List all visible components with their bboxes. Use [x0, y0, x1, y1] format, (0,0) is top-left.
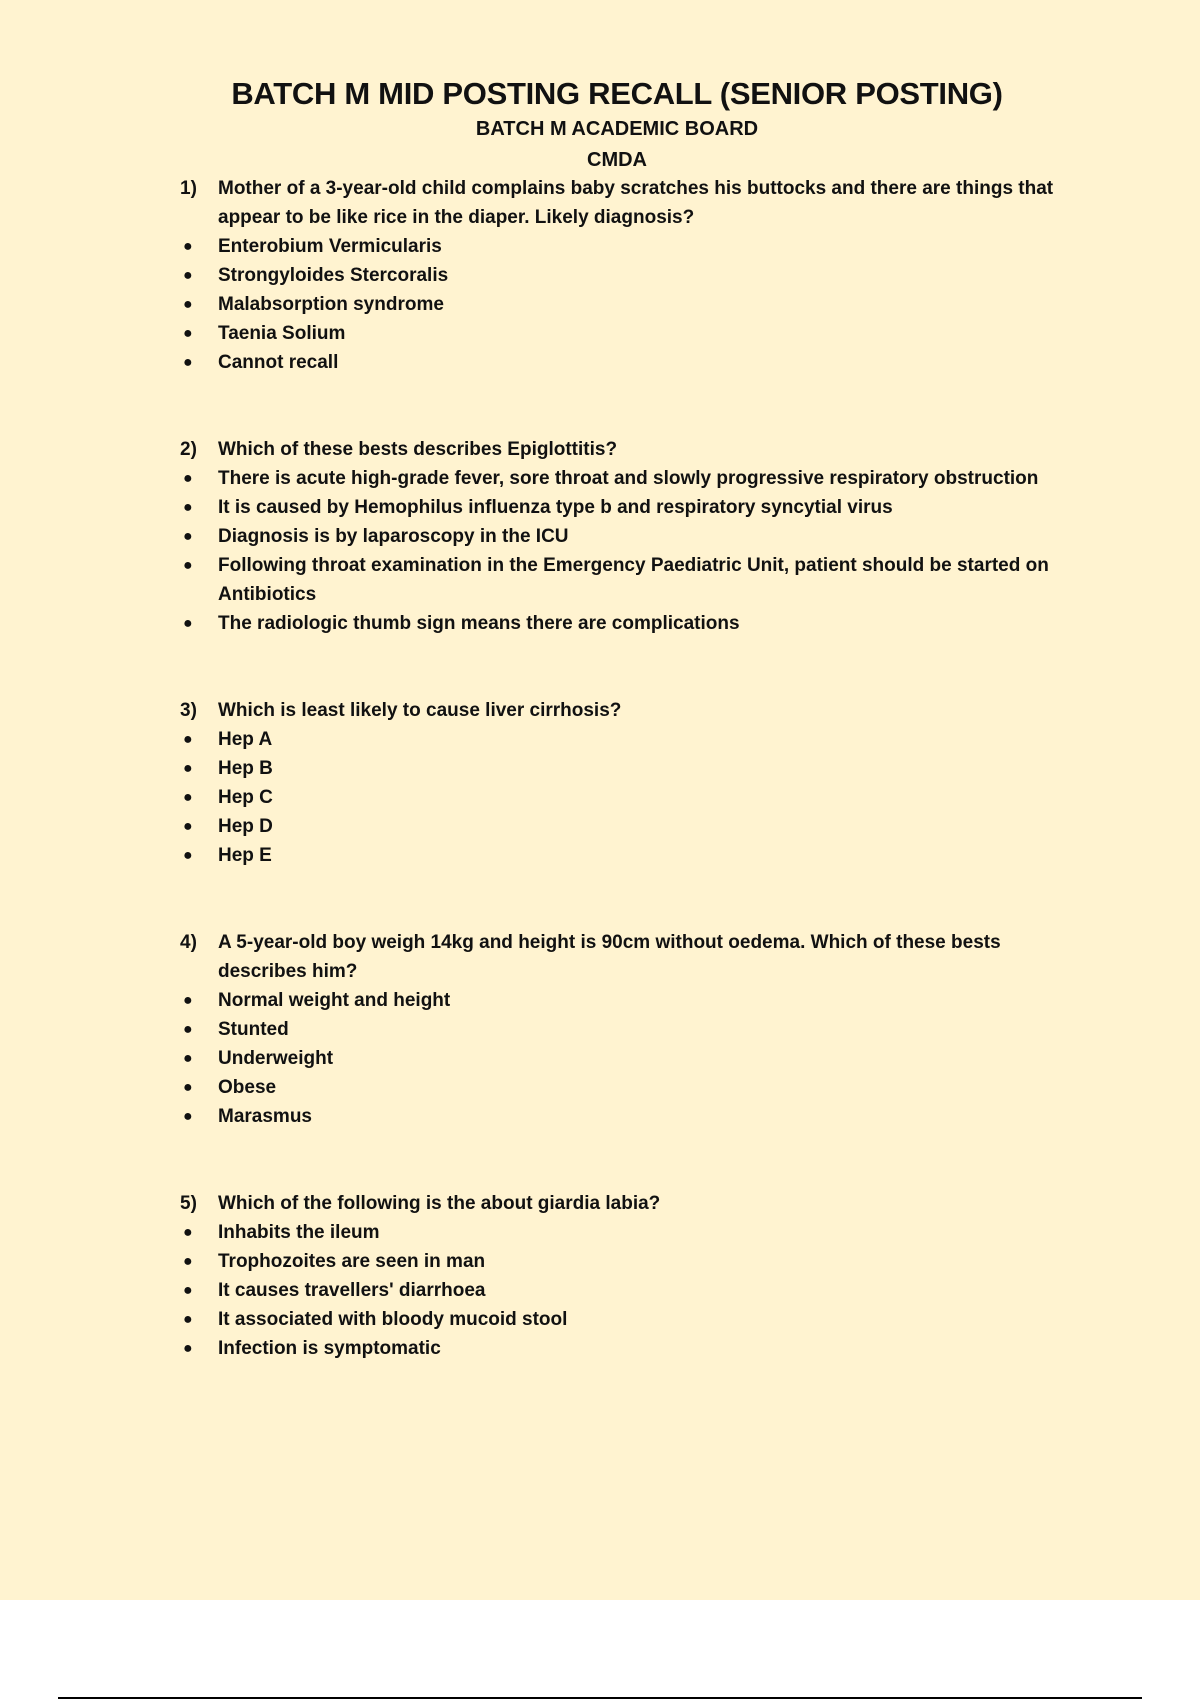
option-text: Stunted — [218, 1019, 289, 1040]
bullet-icon: ● — [183, 1050, 193, 1067]
footer-divider — [58, 1697, 1142, 1699]
option-text: Inhabits the ileum — [218, 1222, 380, 1243]
option-text: Cannot recall — [218, 352, 339, 373]
option-text: Marasmus — [218, 1106, 312, 1127]
option-text: Hep C — [218, 787, 273, 808]
option-text: Underweight — [218, 1048, 334, 1069]
bullet-icon: ● — [183, 615, 193, 632]
question-text: Mother of a 3-year-old child complains baby scratches his buttocks and there are things that appear to be like rice in the diaper. Likely diagnosis? — [218, 178, 1054, 228]
option-item — [180, 841, 1080, 870]
document-subtitle: BATCH M ACADEMIC BOARD — [475, 118, 759, 140]
option-text: Hep E — [218, 845, 272, 866]
option-text: Normal weight and height — [218, 990, 451, 1011]
bullet-icon: ● — [183, 789, 193, 806]
option-text: Obese — [218, 1077, 277, 1098]
option-item — [180, 1073, 1080, 1102]
option-list — [180, 232, 1080, 377]
document-title: BATCH M MID POSTING RECALL (SENIOR POSTING) — [231, 76, 1003, 111]
option-text: Taenia Solium — [218, 323, 346, 344]
option-item — [180, 261, 1080, 290]
bullet-icon: ● — [183, 1108, 193, 1125]
bullet-icon: ● — [183, 760, 193, 777]
option-list — [180, 725, 1080, 870]
option-item — [180, 319, 1080, 348]
option-item — [180, 754, 1080, 783]
bullet-icon: ● — [183, 818, 193, 835]
question-number: 2) — [180, 439, 197, 460]
bullet-icon: ● — [183, 296, 193, 313]
question-number: 3) — [180, 700, 197, 721]
question-text: A 5-year-old boy weigh 14kg and height is 90cm without oedema. Which of these bests describes him? — [218, 932, 1001, 982]
question-5 — [180, 1189, 1080, 1363]
question-number: 5) — [180, 1193, 197, 1214]
bullet-icon: ● — [183, 1079, 193, 1096]
question-number: 4) — [180, 932, 197, 953]
option-list — [180, 1218, 1080, 1363]
option-text: It causes travellers' diarrhoea — [218, 1280, 486, 1301]
option-text: Diagnosis is by laparoscopy in the ICU — [218, 526, 569, 547]
question-1 — [180, 174, 1080, 377]
bullet-icon: ● — [183, 1282, 193, 1299]
question-2 — [180, 435, 1080, 638]
bullet-icon: ● — [183, 847, 193, 864]
question-3 — [180, 696, 1080, 870]
bullet-icon: ● — [183, 1253, 193, 1270]
option-item — [180, 464, 1080, 493]
option-item — [180, 1015, 1080, 1044]
question-text: Which is least likely to cause liver cirrhosis? — [218, 700, 622, 721]
option-item — [180, 290, 1080, 319]
bullet-icon: ● — [183, 238, 193, 255]
option-text: It associated with bloody mucoid stool — [218, 1309, 568, 1330]
option-text: Trophozoites are seen in man — [218, 1251, 486, 1272]
option-item — [180, 493, 1080, 522]
option-text: The radiologic thumb sign means there are complications — [218, 613, 740, 634]
question-spacer — [180, 638, 1080, 696]
question-spacer — [180, 377, 1080, 435]
question-4 — [180, 928, 1080, 1131]
organization-name: CMDA — [587, 149, 647, 171]
option-item — [180, 1102, 1080, 1131]
option-text: There is acute high-grade fever, sore throat and slowly progressive respiratory obstruction — [218, 468, 1039, 489]
question-text: Which of these bests describes Epiglottitis? — [218, 439, 618, 460]
bullet-icon: ● — [183, 1224, 193, 1241]
option-text: Strongyloides Stercoralis — [218, 265, 449, 286]
option-item — [180, 1247, 1080, 1276]
option-item — [180, 609, 1080, 638]
question-number: 1) — [180, 178, 197, 199]
option-text: Infection is symptomatic — [218, 1338, 441, 1359]
bullet-icon: ● — [183, 470, 193, 487]
option-item — [180, 522, 1080, 551]
option-item — [180, 348, 1080, 377]
option-item — [180, 725, 1080, 754]
option-text: Hep D — [218, 816, 273, 837]
option-item — [180, 812, 1080, 841]
bullet-icon: ● — [183, 1311, 193, 1328]
bullet-icon: ● — [183, 731, 193, 748]
option-text: Following throat examination in the Emergency Paediatric Unit, patient should be started on Antibiotics — [218, 555, 1049, 605]
question-text: Which of the following is the about giardia labia? — [218, 1193, 661, 1214]
bullet-icon: ● — [183, 354, 193, 371]
question-list — [180, 174, 1080, 1363]
bullet-icon: ● — [183, 992, 193, 1009]
option-text: Hep A — [218, 729, 273, 750]
option-list — [180, 464, 1080, 638]
option-text: It is caused by Hemophilus influenza type b and respiratory syncytial virus — [218, 497, 893, 518]
question-spacer — [180, 1131, 1080, 1189]
bullet-icon: ● — [183, 557, 193, 574]
bullet-icon: ● — [183, 499, 193, 516]
option-item — [180, 1276, 1080, 1305]
option-item — [180, 1218, 1080, 1247]
option-text: Hep B — [218, 758, 273, 779]
option-item — [180, 1334, 1080, 1363]
bullet-icon: ● — [183, 1340, 193, 1357]
option-item — [180, 1044, 1080, 1073]
bullet-icon: ● — [183, 267, 193, 284]
option-item — [180, 232, 1080, 261]
option-list — [180, 986, 1080, 1131]
option-item — [180, 986, 1080, 1015]
option-text: Malabsorption syndrome — [218, 294, 444, 315]
question-spacer — [180, 870, 1080, 928]
bullet-icon: ● — [183, 325, 193, 342]
bullet-icon: ● — [183, 1021, 193, 1038]
bullet-icon: ● — [183, 528, 193, 545]
option-item — [180, 551, 1080, 609]
option-item — [180, 783, 1080, 812]
option-item — [180, 1305, 1080, 1334]
option-text: Enterobium Vermicularis — [218, 236, 442, 257]
